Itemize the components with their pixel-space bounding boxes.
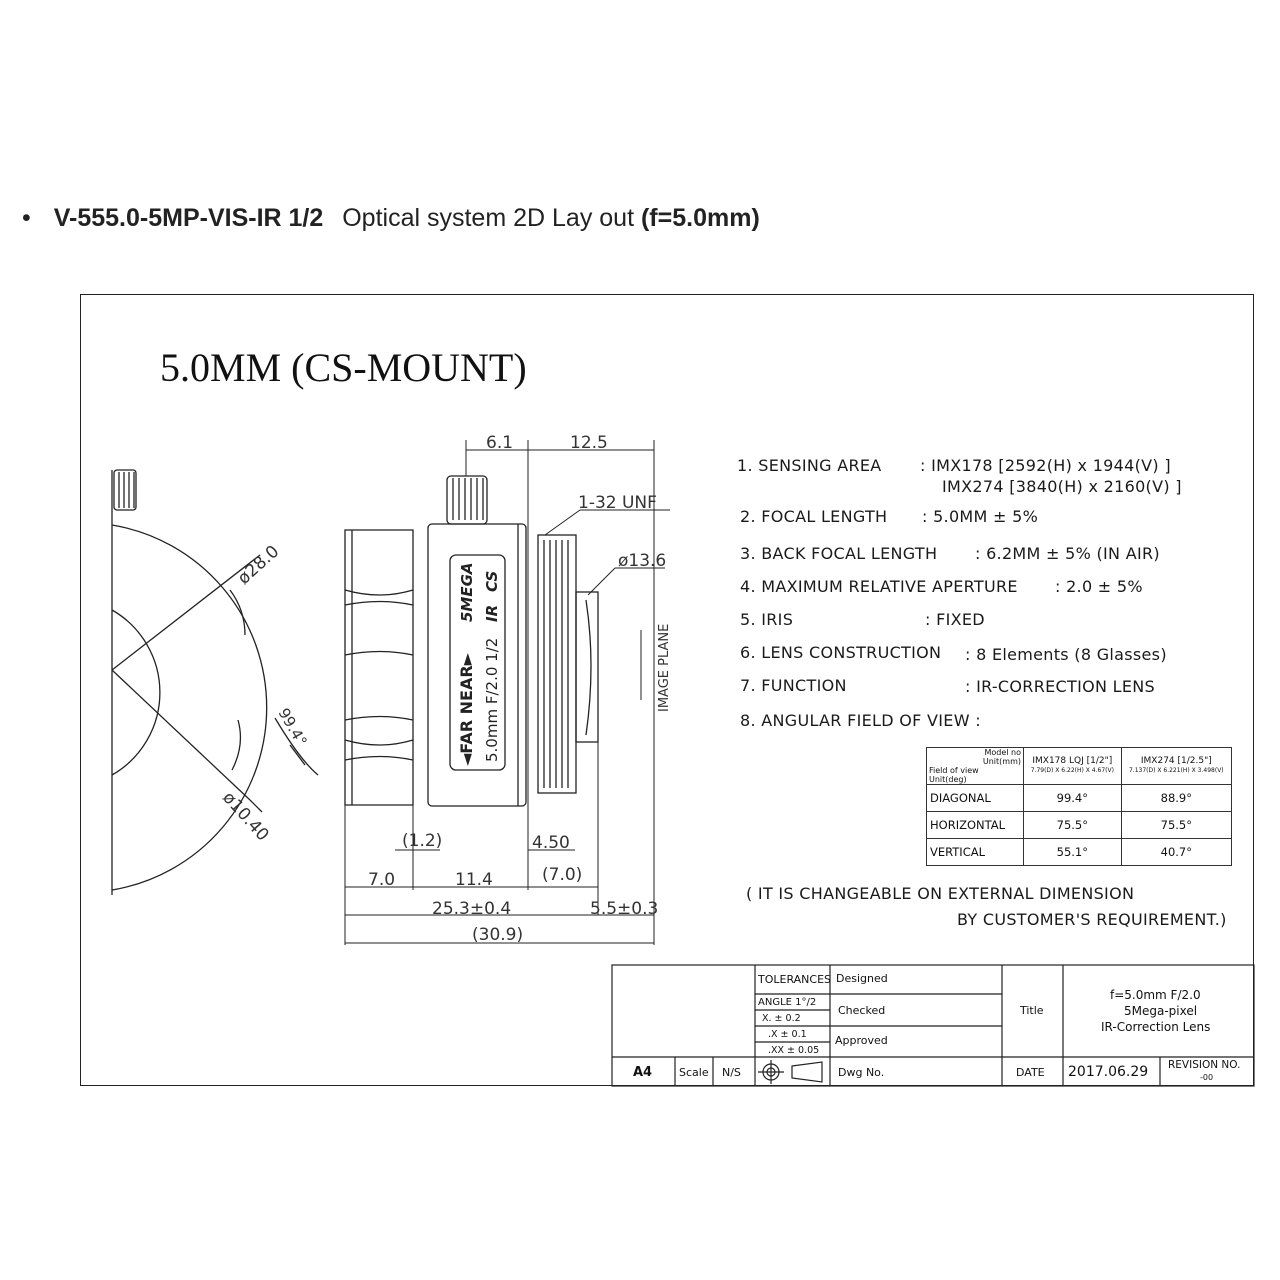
dim-angle: 99.4° (274, 705, 311, 750)
note-line-2: BY CUSTOMER'S REQUIREMENT.) (957, 910, 1227, 929)
spec-aperture-value: : 2.0 ± 5% (1055, 577, 1143, 596)
tb-title-label: Title (1020, 1004, 1044, 1017)
dim-dia-10-40: ø10.40 (218, 787, 273, 846)
tb-dwg-no: Dwg No. (838, 1066, 885, 1079)
spec-sensing-area-value-a: : IMX178 [2592(H) x 1944(V) ] (920, 456, 1171, 475)
tb-date-label: DATE (1016, 1066, 1045, 1079)
model-number: V-555.0-5MP-VIS-IR 1/2 (53, 204, 324, 232)
tb-date-value: 2017.06.29 (1068, 1064, 1149, 1080)
front-screw (114, 470, 136, 510)
tb-revision-label: REVISION NO. (1168, 1059, 1241, 1071)
dim-30-9: (30.9) (472, 925, 524, 945)
tb-x-tol: X. ± 0.2 (762, 1013, 801, 1024)
tb-title-line-2: 5Mega-pixel (1124, 1004, 1198, 1018)
dim-5-5: 5.5±0.3 (590, 899, 659, 919)
tb-scale-value: N/S (722, 1066, 741, 1079)
dim-4-50: 4.50 (532, 833, 570, 853)
spec-lens-construction-label: 6. LENS CONSTRUCTION (740, 643, 942, 662)
barrel-focus-text: 5.0mm F/2.0 1/2 (483, 637, 501, 762)
dim-thread: 1-32 UNF (578, 493, 657, 513)
tb-title-line-1: f=5.0mm F/2.0 (1110, 988, 1201, 1002)
spec-focal-length-value: : 5.0MM ± 5% (922, 507, 1039, 526)
spec-bfl-value: : 6.2MM ± 5% (IN AIR) (975, 544, 1160, 563)
header-description: Optical system 2D Lay out (342, 204, 635, 232)
tb-approved: Approved (835, 1034, 888, 1047)
dim-1-2: (1.2) (402, 831, 443, 851)
spec-fov-label: 8. ANGULAR FIELD OF VIEW : (740, 711, 981, 730)
tb-revision-value: -00 (1200, 1073, 1214, 1082)
spec-iris-label: 5. IRIS (740, 610, 794, 629)
spec-function-value: : IR-CORRECTION LENS (965, 677, 1156, 696)
spec-bfl-label: 3. BACK FOCAL LENGTH (740, 544, 938, 563)
header-focal: (f=5.0mm) (640, 204, 760, 232)
tb-title-line-3: IR-Correction Lens (1101, 1020, 1211, 1034)
fov-row-diagonal: DIAGONAL 99.4° 88.9° (927, 785, 1232, 812)
fov-col-imx274: IMX274 [1/2.5"] 7.137(D) X 6.221(H) X 3.498(V) (1121, 748, 1231, 785)
lens-barrel (428, 524, 526, 806)
fov-corner-cell: Model no Unit(mm) Field of view Unit(deg) (927, 748, 1024, 785)
spec-lens-construction-value: : 8 Elements (8 Glasses) (965, 645, 1167, 664)
spec-function-label: 7. FUNCTION (740, 676, 847, 695)
barrel-ir: IR (483, 604, 501, 622)
dim-dia-13-6: ø13.6 (618, 551, 667, 571)
fov-row-horizontal: HORIZONTAL 75.5° 75.5° (927, 812, 1232, 839)
tb-designed: Designed (836, 972, 888, 985)
rear-element (576, 592, 598, 742)
fov-col-imx178: IMX178 LQJ [1/2"] 7.79(D) X 6.22(H) X 4.67(V) (1024, 748, 1122, 785)
focus-ring (345, 530, 413, 805)
barrel-cs: CS (483, 570, 501, 592)
tb-angle-tol: ANGLE 1°/2 (758, 997, 817, 1008)
dim-25-3: 25.3±0.4 (432, 899, 512, 919)
radius-line-2 (112, 670, 250, 800)
tb-scale-label: Scale (679, 1066, 709, 1079)
dim-7-0-ref: (7.0) (542, 865, 583, 885)
bullet: • (22, 204, 31, 232)
drawing-title: 5.0MM (CS-MOUNT) (160, 345, 527, 390)
note-line-1: ( IT IS CHANGEABLE ON EXTERNAL DIMENSION (746, 884, 1135, 903)
dim-6-1: 6.1 (486, 433, 514, 453)
barrel-far-near: ◄FAR NEAR► (457, 653, 476, 766)
dim-12-5: 12.5 (570, 433, 608, 453)
barrel-5mega: 5MEGA (458, 562, 476, 622)
tb-xx-tol: .X ± 0.1 (768, 1029, 807, 1040)
fov-table (926, 747, 1232, 866)
fov-row-vertical: VERTICAL 55.1° 40.7° (927, 839, 1232, 866)
tb-sheet-size: A4 (633, 1065, 653, 1080)
image-plane-label: IMAGE PLANE (657, 623, 672, 712)
spec-focal-length-label: 2. FOCAL LENGTH (740, 507, 888, 526)
spec-sensing-area-value-b: IMX274 [3840(H) x 2160(V) ] (942, 477, 1182, 496)
dim-11-4: 11.4 (455, 870, 493, 890)
spec-iris-value: : FIXED (925, 610, 985, 629)
tb-xxx-tol: .XX ± 0.05 (768, 1045, 820, 1056)
spec-sensing-area-label: 1. SENSING AREA (737, 456, 882, 475)
dim-7-0: 7.0 (368, 870, 396, 890)
dim-dia-28: ø28.0 (233, 541, 284, 589)
tb-tolerances: TOLERANCES (758, 973, 832, 986)
spec-aperture-label: 4. MAXIMUM RELATIVE APERTURE (740, 577, 1018, 596)
tb-checked: Checked (838, 1004, 886, 1017)
